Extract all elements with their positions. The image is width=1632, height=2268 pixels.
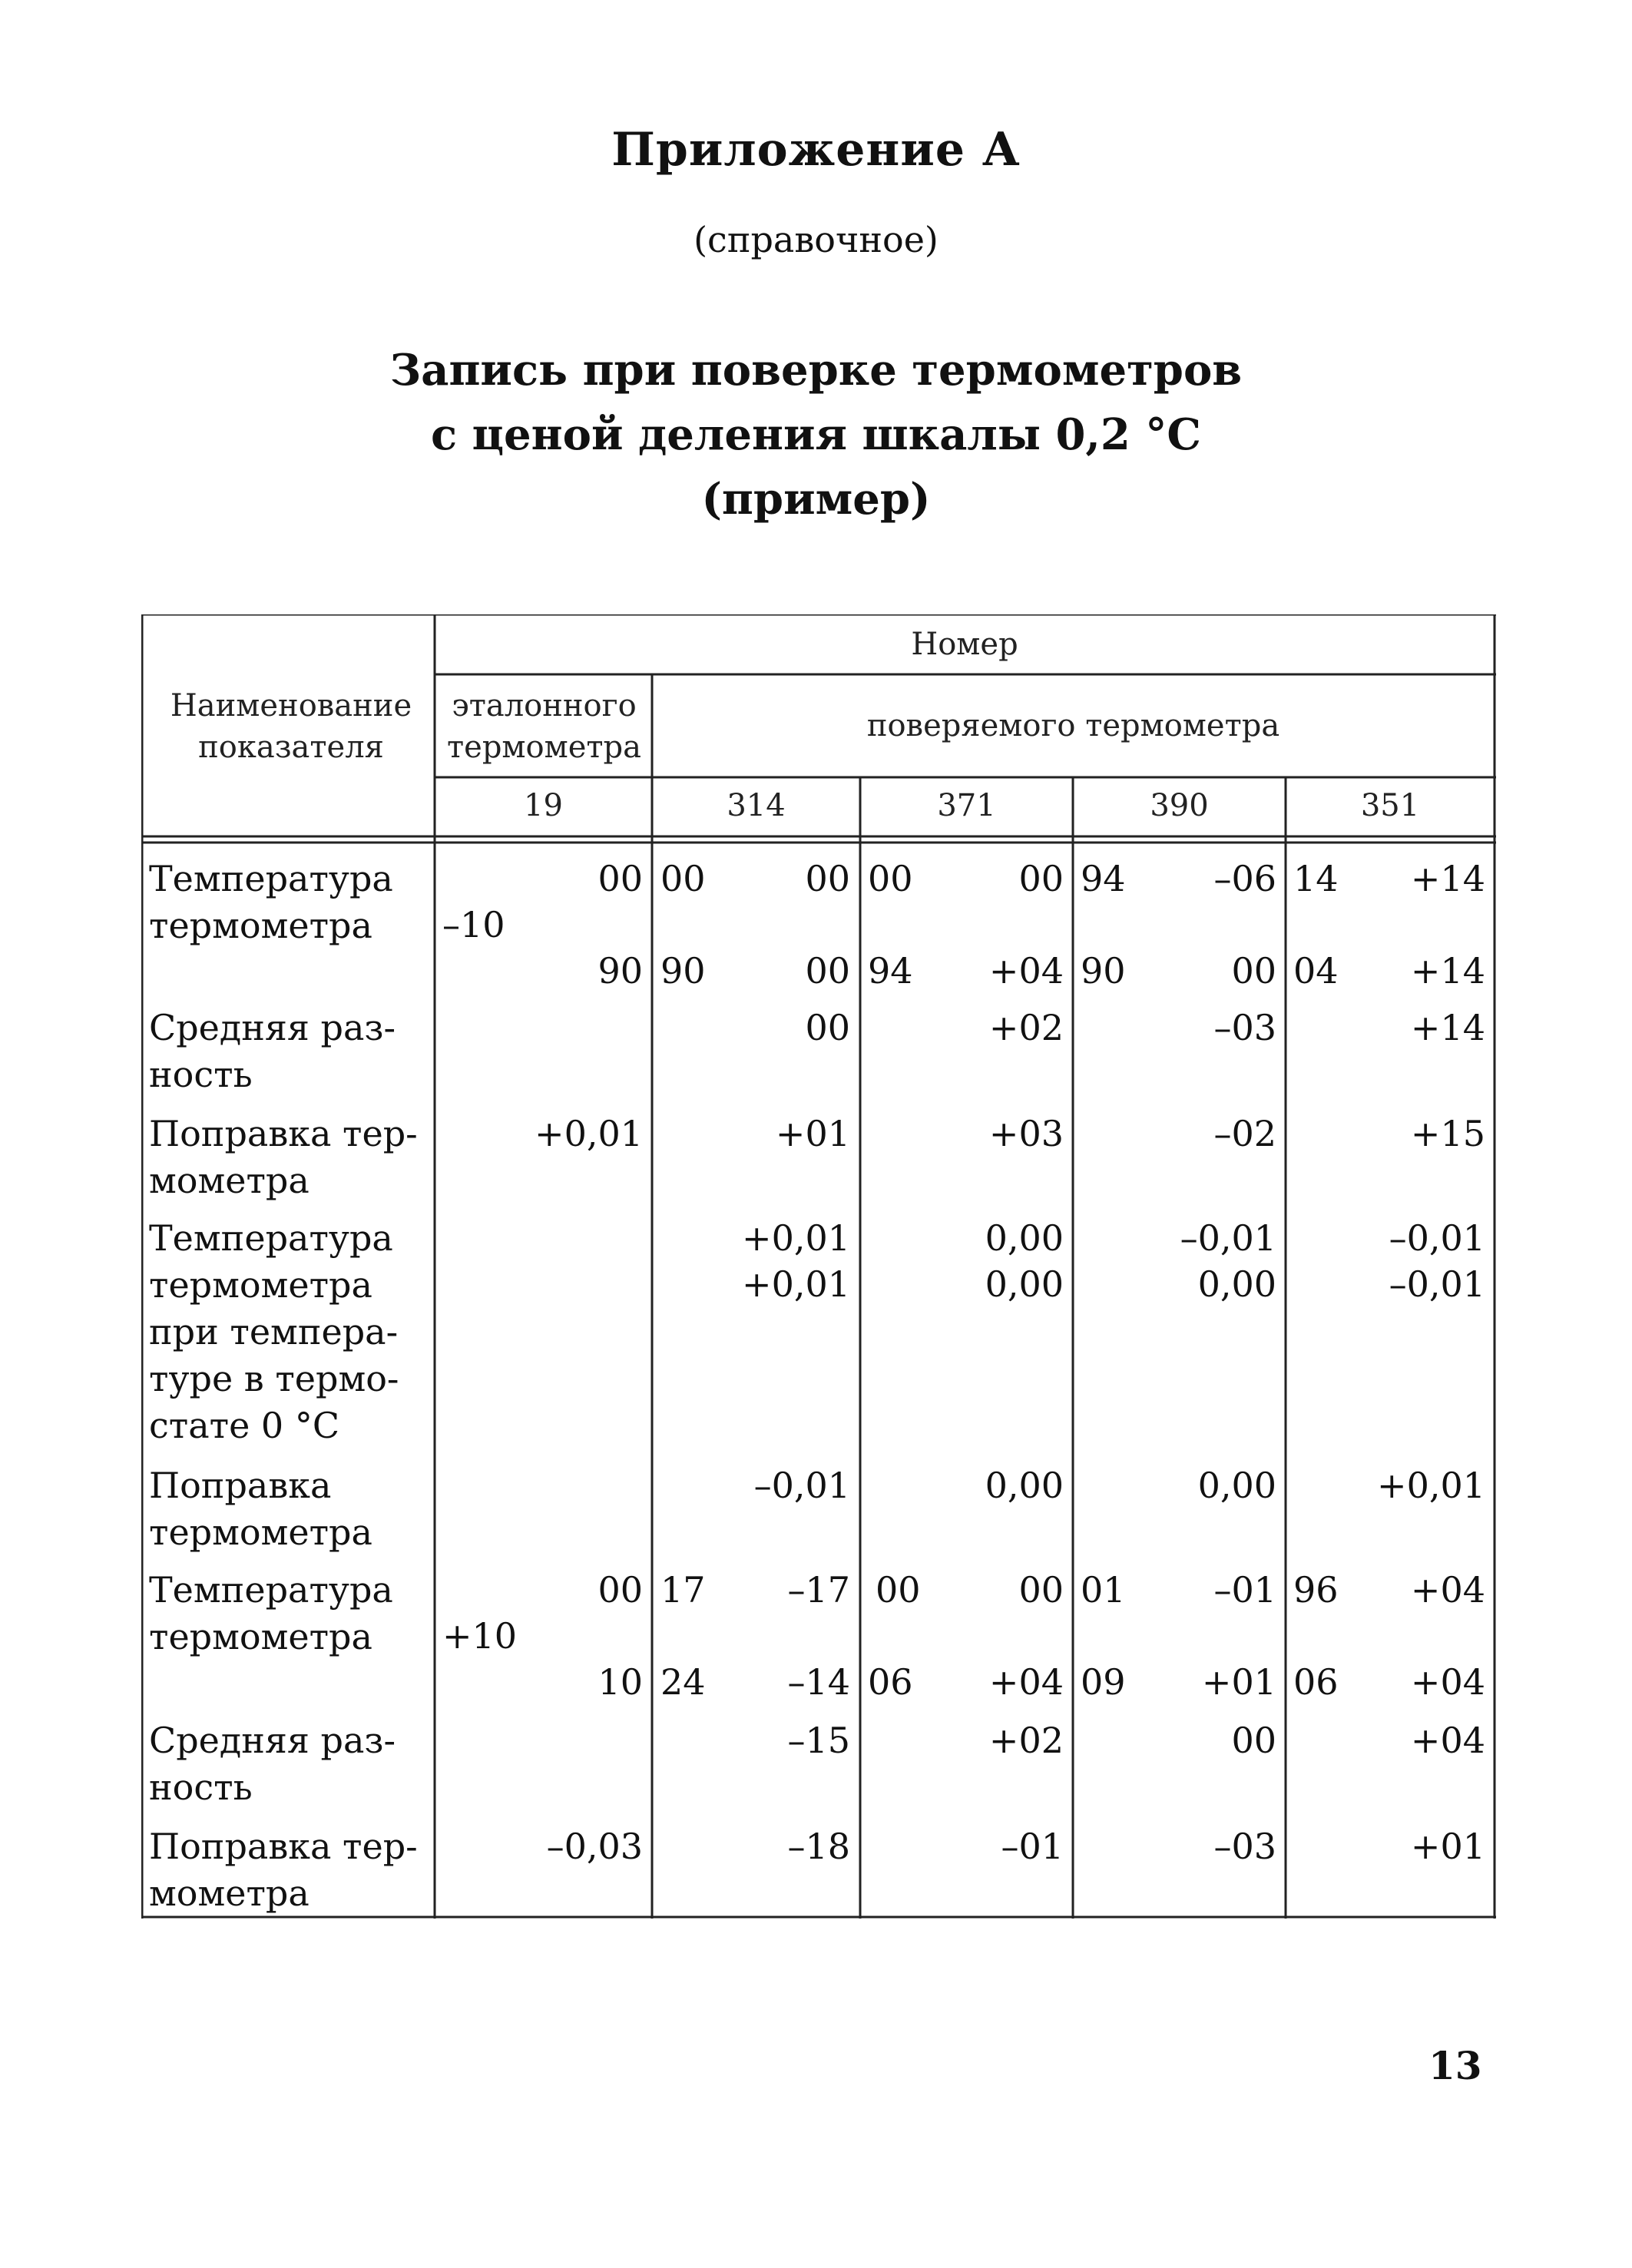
t351-temp1-b-diff: +14: [1410, 950, 1485, 992]
table-title-line3: (пример): [701, 474, 931, 525]
label-corr2: Поправка тер-мометра: [149, 1826, 418, 1914]
page-number: 13: [1428, 2043, 1482, 2088]
ref-temp2-base: +10: [442, 1615, 518, 1657]
t314-temp2-a-read: 17: [660, 1569, 706, 1611]
t351-temp2-a-read: 96: [1293, 1569, 1339, 1611]
t371-temp1-a-diff: 00: [1018, 858, 1064, 899]
t314-temp2-b-read: 24: [660, 1661, 706, 1703]
label-temp2: Температура термометра: [149, 1569, 393, 1657]
ref-temp1-base: –10: [442, 904, 505, 945]
t390-corr1: –02: [1213, 1113, 1276, 1154]
t371-temp2-a-read: 00: [876, 1569, 921, 1611]
t351-corr2: +01: [1410, 1826, 1485, 1867]
t371-corr1: +03: [988, 1113, 1064, 1154]
label-avg2: Средняя раз-ность: [149, 1720, 396, 1808]
t351-avg1: +14: [1410, 1007, 1485, 1048]
appendix-heading: Приложение А: [611, 123, 1021, 177]
t390-temp1-a-diff: –06: [1213, 858, 1276, 899]
t390-temp1-a-read: 94: [1081, 858, 1126, 899]
t390-temp2-b-read: 09: [1081, 1661, 1126, 1703]
ref-temp1-a: 00: [598, 858, 643, 899]
t314-temp0-a: +0,01: [742, 1217, 850, 1259]
t351-corr1: +15: [1410, 1113, 1485, 1154]
t371-avg2: +02: [988, 1720, 1064, 1761]
t314-corr2: –18: [787, 1826, 850, 1867]
t351-corr0: +0,01: [1377, 1465, 1485, 1506]
t390-temp2-a-diff: –01: [1213, 1569, 1276, 1611]
t371-temp1-b-diff: +04: [988, 950, 1064, 992]
t314-corr0: –0,01: [753, 1465, 850, 1506]
label-corr0: Поправка термометра: [149, 1465, 372, 1553]
table-title-line2: с ценой деления шкалы 0,2 °С: [431, 409, 1201, 460]
t314-temp1-b-read: 90: [660, 950, 706, 992]
t371-temp0-a: 0,00: [985, 1217, 1064, 1259]
ref-temp2-a: 00: [598, 1569, 643, 1611]
header-id-371: 371: [937, 788, 996, 823]
t371-temp0-b: 0,00: [985, 1263, 1064, 1305]
t371-corr2: –01: [1001, 1826, 1064, 1867]
ref-temp2-b: 10: [598, 1661, 643, 1703]
t371-temp2-b-read: 06: [868, 1661, 913, 1703]
t371-temp2-b-diff: +04: [988, 1661, 1064, 1703]
t390-temp2-b-diff: +01: [1201, 1661, 1276, 1703]
t371-temp1-b-read: 94: [868, 950, 913, 992]
ref-temp1-b: 90: [598, 950, 643, 992]
t314-temp2-a-diff: –17: [787, 1569, 850, 1611]
header-number: Номер: [911, 627, 1018, 662]
t390-temp2-a-read: 01: [1081, 1569, 1126, 1611]
t351-temp2-b-diff: +04: [1410, 1661, 1485, 1703]
t390-temp1-b-diff: 00: [1231, 950, 1276, 992]
t390-avg1: –03: [1213, 1007, 1276, 1048]
t351-temp0-a: –0,01: [1389, 1217, 1485, 1259]
t314-temp1-a-diff: 00: [805, 858, 850, 899]
t390-temp0-b: 0,00: [1197, 1263, 1276, 1305]
verification-table: [141, 614, 1496, 1919]
t371-temp2-a-diff: 00: [1018, 1569, 1064, 1611]
header-id-390: 390: [1150, 788, 1209, 823]
t390-corr2: –03: [1213, 1826, 1276, 1867]
t371-temp1-a-read: 00: [868, 858, 913, 899]
header-indicator: Наименование показателя: [170, 688, 412, 765]
ref-corr2: –0,03: [546, 1826, 643, 1867]
label-temp1: Температура термометра: [149, 858, 393, 946]
ref-corr1: +0,01: [535, 1113, 643, 1154]
t351-temp0-b: –0,01: [1389, 1263, 1485, 1305]
t351-avg2: +04: [1410, 1720, 1485, 1761]
t390-temp0-a: –0,01: [1180, 1217, 1276, 1259]
table-title: [0, 338, 1632, 531]
header-reference: эталонного термометра: [447, 688, 641, 765]
t371-avg1: +02: [988, 1007, 1064, 1048]
t351-temp2-b-read: 06: [1293, 1661, 1339, 1703]
label-temp0: Температура термометра при темпера-туре в термо-стате 0 °С: [149, 1217, 399, 1446]
header-id-314: 314: [727, 788, 786, 823]
t314-corr1: +01: [775, 1113, 850, 1154]
t314-temp1-b-diff: 00: [805, 950, 850, 992]
t314-temp1-a-read: 00: [660, 858, 706, 899]
t314-avg1: 00: [805, 1007, 850, 1048]
t390-corr0: 0,00: [1197, 1465, 1276, 1506]
t371-corr0: 0,00: [985, 1465, 1064, 1506]
t351-temp1-b-read: 04: [1293, 950, 1339, 992]
t351-temp1-a-diff: +14: [1410, 858, 1485, 899]
t390-avg2: 00: [1231, 1720, 1276, 1761]
t351-temp2-a-diff: +04: [1410, 1569, 1485, 1611]
header-id-351: 351: [1360, 788, 1420, 823]
header-id-ref: 19: [524, 788, 563, 823]
t314-avg2: –15: [787, 1720, 850, 1761]
t314-temp0-b: +0,01: [742, 1263, 850, 1305]
label-avg1: Средняя раз-ность: [149, 1007, 396, 1095]
header-tested: поверяемого термометра: [866, 708, 1280, 743]
appendix-status: (справочное): [694, 219, 938, 260]
table-title-line1: Запись при поверке термометров: [389, 345, 1243, 396]
label-corr1: Поправка тер-мометра: [149, 1113, 418, 1201]
t390-temp1-b-read: 90: [1081, 950, 1126, 992]
t351-temp1-a-read: 14: [1293, 858, 1339, 899]
t314-temp2-b-diff: –14: [787, 1661, 850, 1703]
